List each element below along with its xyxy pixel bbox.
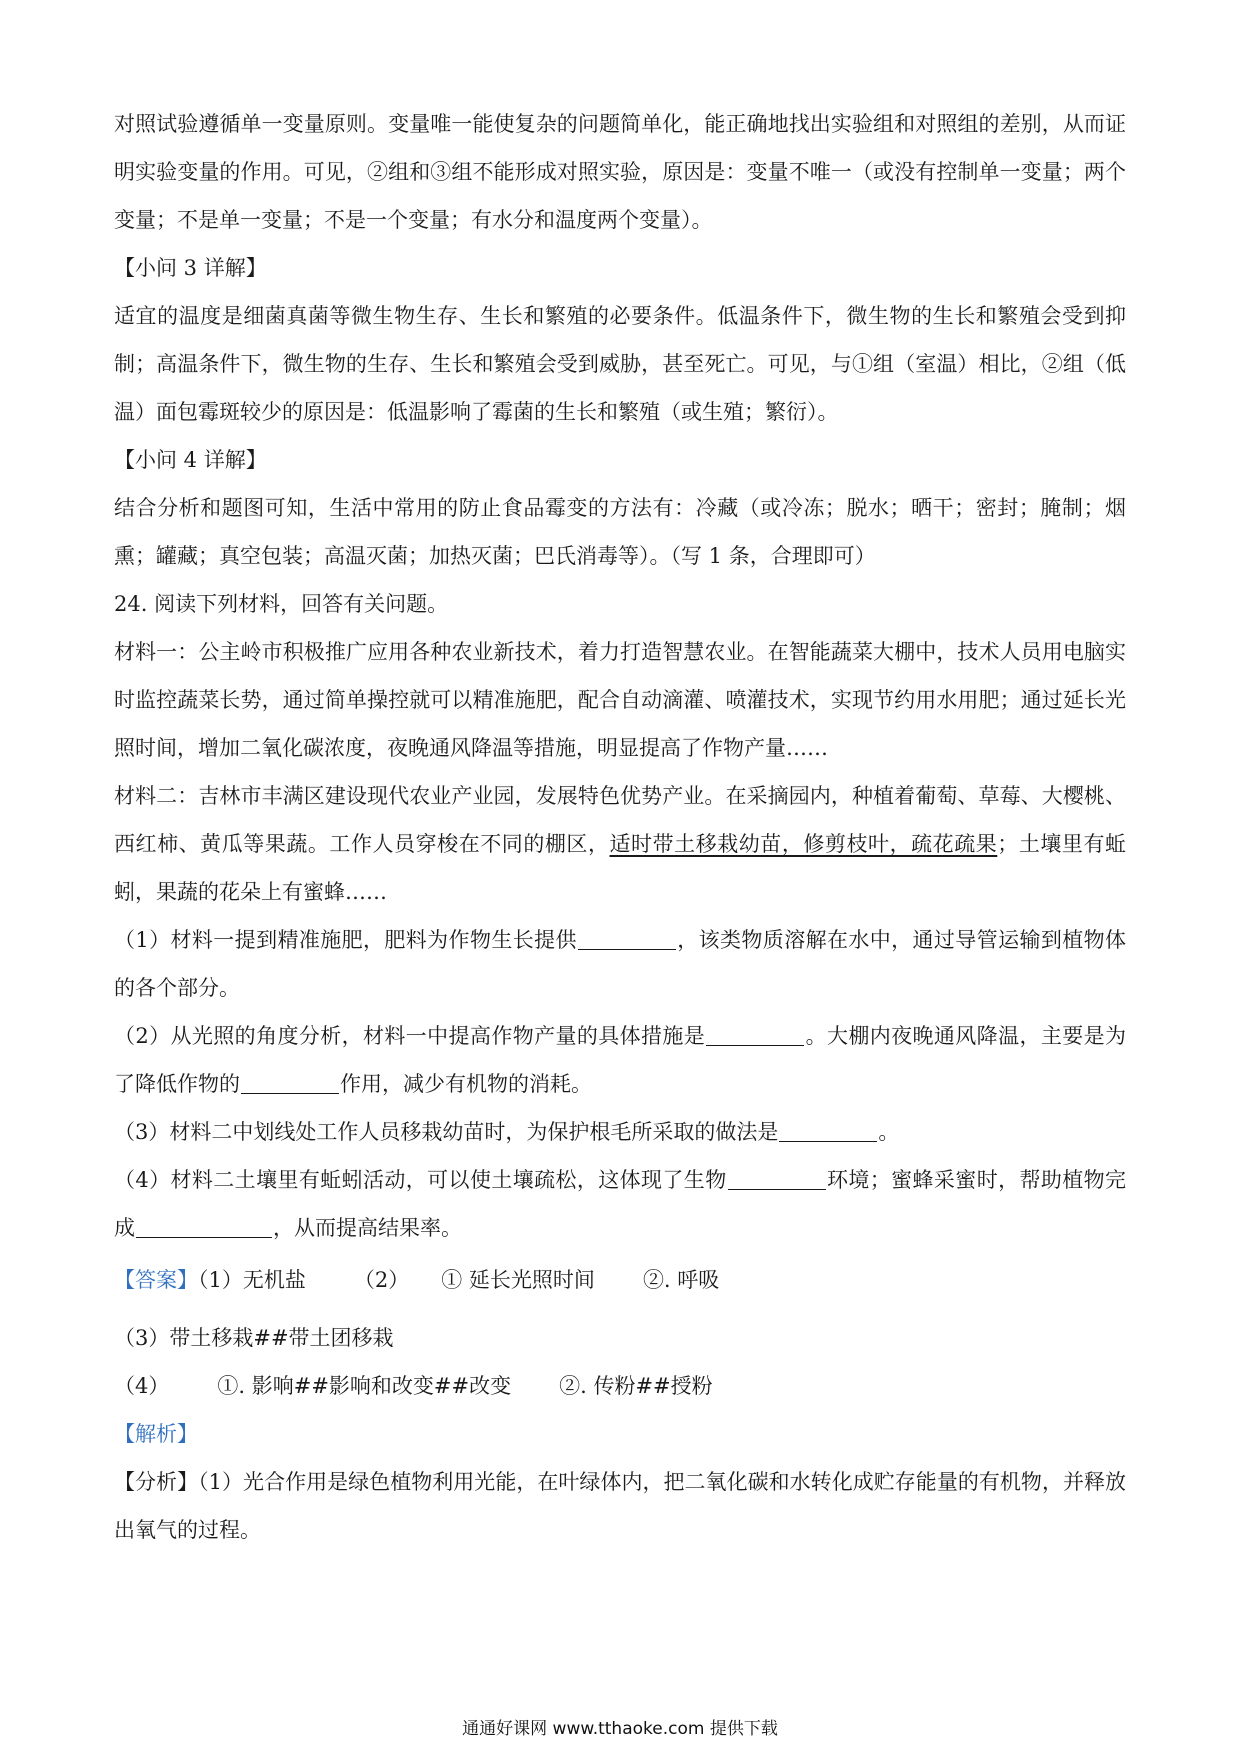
answer-row-1 [114,1256,1126,1304]
page-content [114,100,1126,1554]
sub4-answer-blank-2 [136,1215,272,1238]
sub1-text-b: ，该类物质溶解在水中，通过导管运输到植物体的各个部分。 [114,928,1127,1000]
q23-conclusion-paragraph: 对照试验遵循单一变量原则。变量唯一能使复杂的问题简单化，能正确地找出实验组和对照组的差别，从而证明实验变量的作用。可见，②组和③组不能形成对照实验，原因是：变量不唯一（或没有控制单一变量；两个变量；不是单一变量；不是一个变量；有水分和温度两个变量）。 [114,112,1126,232]
answer-2-part-1: ① 延长光照时间 [441,1268,595,1292]
q3-detail-header: 【小问 3 详解】 [114,256,267,280]
sub4-answer-blank-1 [728,1167,826,1190]
sub1-text-a: （1）材料一提到精准施肥，肥料为作物生长提供 [114,928,577,952]
q4-detail-header: 【小问 4 详解】 [114,448,267,472]
analysis-paragraph [114,1458,1126,1554]
material-two-text-b: ；土壤里有蚯蚓，果蔬的花朵上有蜜蜂…… [114,832,1126,904]
answer-row-4 [114,1362,1126,1410]
answer-1: （1）无机盐 [198,1268,306,1292]
analysis-sub-label: 【分析】 [114,1470,199,1494]
sub2-text-a: （2）从光照的角度分析，材料一中提高作物产量的具体措施是 [114,1024,706,1048]
sub4-text-b: 环境；蜜蜂采蜜时，帮助植物完成 [114,1168,1127,1240]
q3-detail-paragraph: 适宜的温度是细菌真菌等微生物生存、生长和繁殖的必要条件。低温条件下，微生物的生长和繁殖会受到抑制；高温条件下，微生物的生存、生长和繁殖会受到威胁，甚至死亡。可见，与①组（室温）相比，②组（低温）面包霉斑较少的原因是：低温影响了霉菌的生长和繁殖（或生殖；繁衍）。 [114,304,1126,424]
sub-question-4 [114,1156,1126,1252]
sub2-text-c: 作用，减少有机物的消耗。 [340,1072,592,1096]
sub4-text-c: ，从而提高结果率。 [273,1216,462,1240]
material-two-paragraph [114,772,1126,916]
sub3-text-a: （3）材料二中划线处工作人员移栽幼苗时，为保护根毛所采取的做法是 [114,1120,779,1144]
sub-question-3 [114,1108,1126,1156]
answer-row-3: （3）带土移栽##带土团移栽 [114,1326,394,1350]
analysis-text: （1）光合作用是绿色植物利用光能，在叶绿体内，把二氧化碳和水转化成贮存能量的有机物，并释放出氧气的过程。 [114,1470,1127,1542]
sub4-text-a: （4）材料二土壤里有蚯蚓活动，可以使土壤疏松，这体现了生物 [114,1168,727,1192]
answer-4-number: （4） [114,1374,170,1398]
sub-question-2 [114,1012,1126,1108]
answer-4-part-1: ①. 影响##影响和改变##改变 [217,1374,512,1398]
sub-question-1 [114,916,1126,1012]
question-24-title: 24. 阅读下列材料，回答有关问题。 [114,592,449,616]
material-two-underlined-text: 适时带土移栽幼苗，修剪枝叶，疏花疏果 [609,832,998,856]
analysis-label: 【解析】 [114,1422,198,1446]
answer-2-part-2: ②. 呼吸 [642,1268,720,1292]
sub2-answer-blank-2 [241,1071,339,1094]
answer-4-part-2: ②. 传粉##授粉 [559,1374,713,1398]
page-footer: 通通好课网 www.tthaoke.com 提供下载 [462,1719,778,1739]
answer-label: 【答案】 [114,1268,198,1292]
answer-2-number: （2） [353,1268,410,1292]
sub2-text-b: 。大棚内夜晚通风降温，主要是为了降低作物的 [114,1024,1127,1096]
sub3-answer-blank [779,1119,877,1142]
sub1-answer-blank [578,927,676,950]
material-one-paragraph: 材料一：公主岭市积极推广应用各种农业新技术，着力打造智慧农业。在智能蔬菜大棚中，技术人员用电脑实时监控蔬菜长势，通过简单操控就可以精准施肥，配合自动滴灌、喷灌技术，实现节约用水用肥；通过延长光照时间，增加二氧化碳浓度，夜晚通风降温等措施，明显提高了作物产量…… [114,640,1126,760]
material-two-text-a: 材料二：吉林市丰满区建设现代农业产业园，发展特色优势产业。在采摘园内，种植着葡萄、草莓、大樱桃、西红柿、黄瓜等果蔬。工作人员穿梭在不同的棚区， [114,784,1126,856]
q4-detail-paragraph: 结合分析和题图可知，生活中常用的防止食品霉变的方法有：冷藏（或冷冻；脱水；晒干；密封；腌制；烟熏；罐藏；真空包装；高温灭菌；加热灭菌；巴氏消毒等）。（写 1 条，合理即可） [114,496,1126,568]
sub2-answer-blank-1 [706,1023,804,1046]
sub3-text-b: 。 [878,1120,900,1144]
